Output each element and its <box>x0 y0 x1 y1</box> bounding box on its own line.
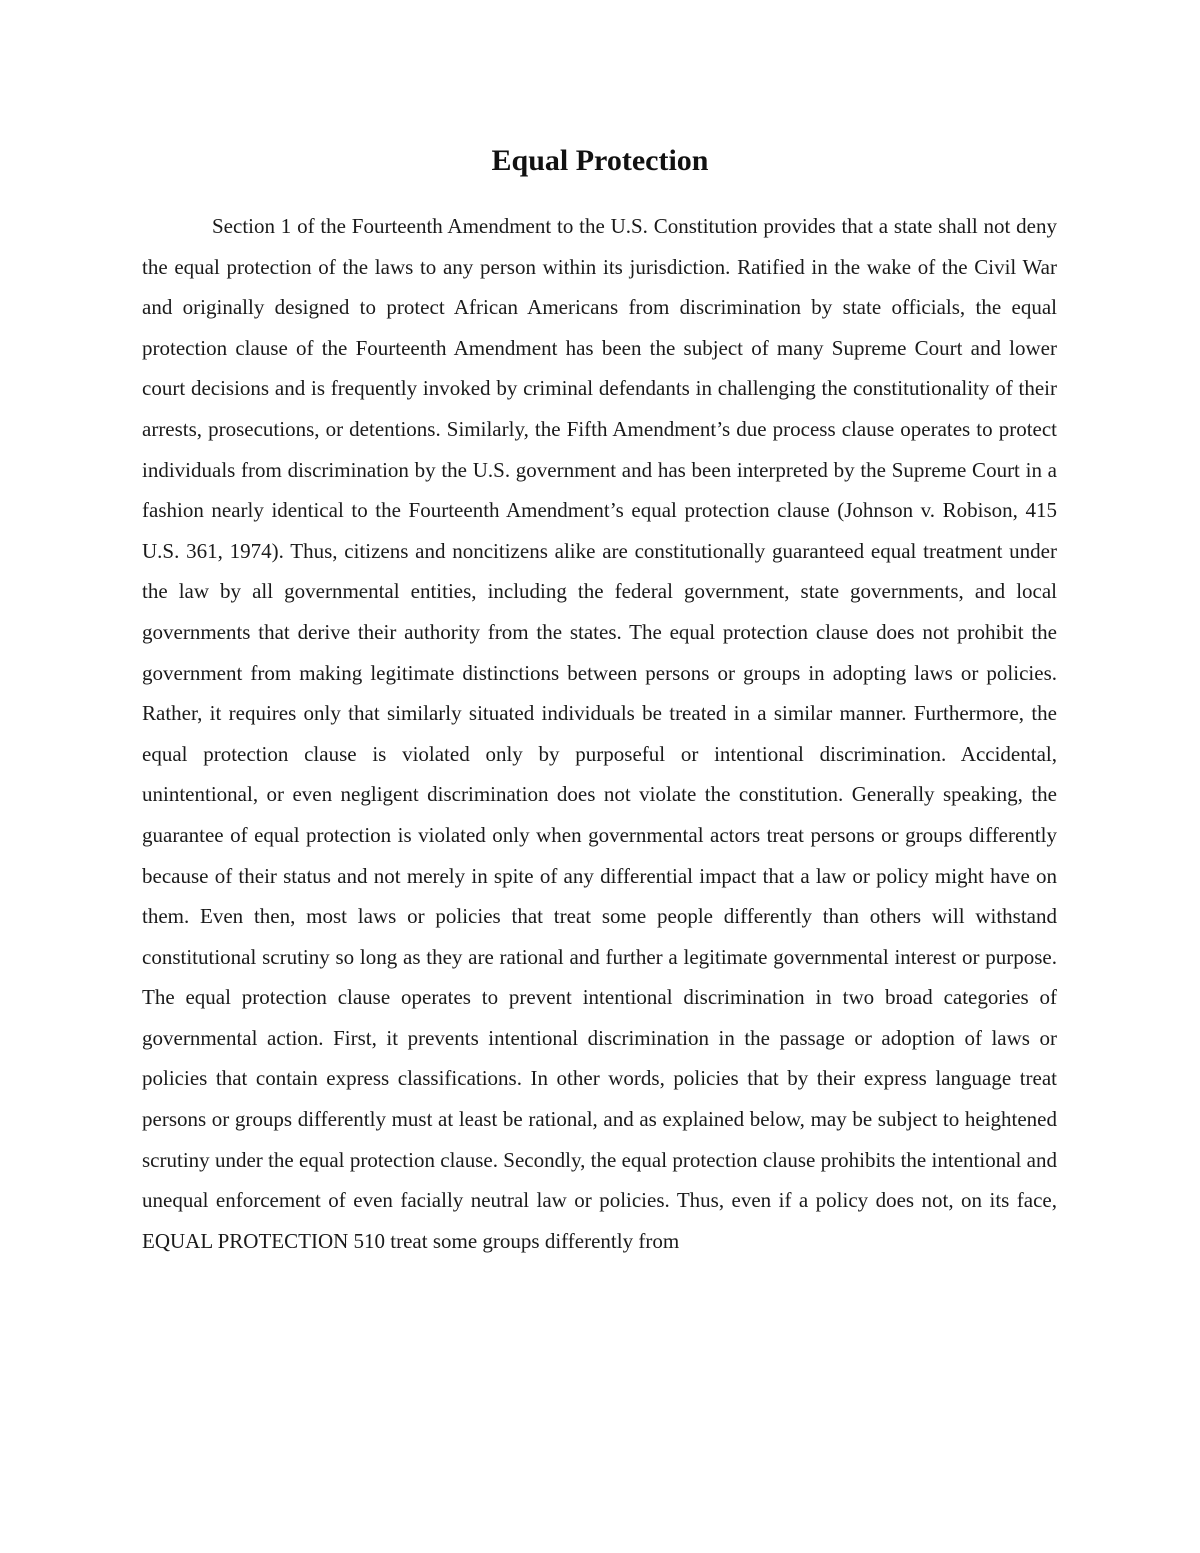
document-title: Equal Protection <box>491 144 709 177</box>
body-paragraph: Section 1 of the Fourteenth Amendment to the U.S. Constitution provides that a state shall not deny the equal protection of the laws to any person within its jurisdiction. Ratified in the wake of the Civil War and originally designed to protect African Americans from discrimination by state officials, the equal protection clause of the Fourteenth Amendment has been the subject of many Supreme Court and lower court decisions and is frequently invoked by criminal defendants in challenging the constitutionality of their arrests, prosecutions, or detentions. Similarly, the Fifth Amendment’s due process clause operates to protect individuals from discrimination by the U.S. government and has been interpreted by the Supreme Court in a fashion nearly identical to the Fourteenth Amendment’s equal protection clause (Johnson v. Robison, 415 U.S. 361, 1974). Thus, citizens and noncitizens alike are constitutionally guaranteed equal treatment under the law by all governmental entities, including the federal government, state governments, and local governments that derive their authority from the states. The equal protection clause does not prohibit the government from making legitimate distinctions between persons or groups in adopting laws or policies. Rather, it requires only that similarly situated individuals be treated in a similar manner. Furthermore, the equal protection clause is violated only by purposeful or intentional discrimination. Accidental, unintentional, or even negligent discrimination does not violate the constitution. Generally speaking, the guarantee of equal protection is violated only when governmental actors treat persons or groups differently because of their status and not merely in spite of any differential impact that a law or policy might have on them. Even then, most laws or policies that treat some people differently than others will withstand constitutional scrutiny so long as they are rational and further a legitimate governmental interest or purpose. The equal protection clause operates to prevent intentional discrimination in two broad categories of governmental action. First, it prevents intentional discrimination in the passage or adoption of laws or policies that contain express classifications. In other words, policies that by their express language treat persons or groups differently must at least be rational, and as explained below, may be subject to heightened scrutiny under the equal protection clause. Secondly, the equal protection clause prohibits the intentional and unequal enforcement of even facially neutral law or policies. Thus, even if a policy does not, on its face, EQUAL PROTECTION 510 treat some groups differently from <box>142 214 1057 1253</box>
